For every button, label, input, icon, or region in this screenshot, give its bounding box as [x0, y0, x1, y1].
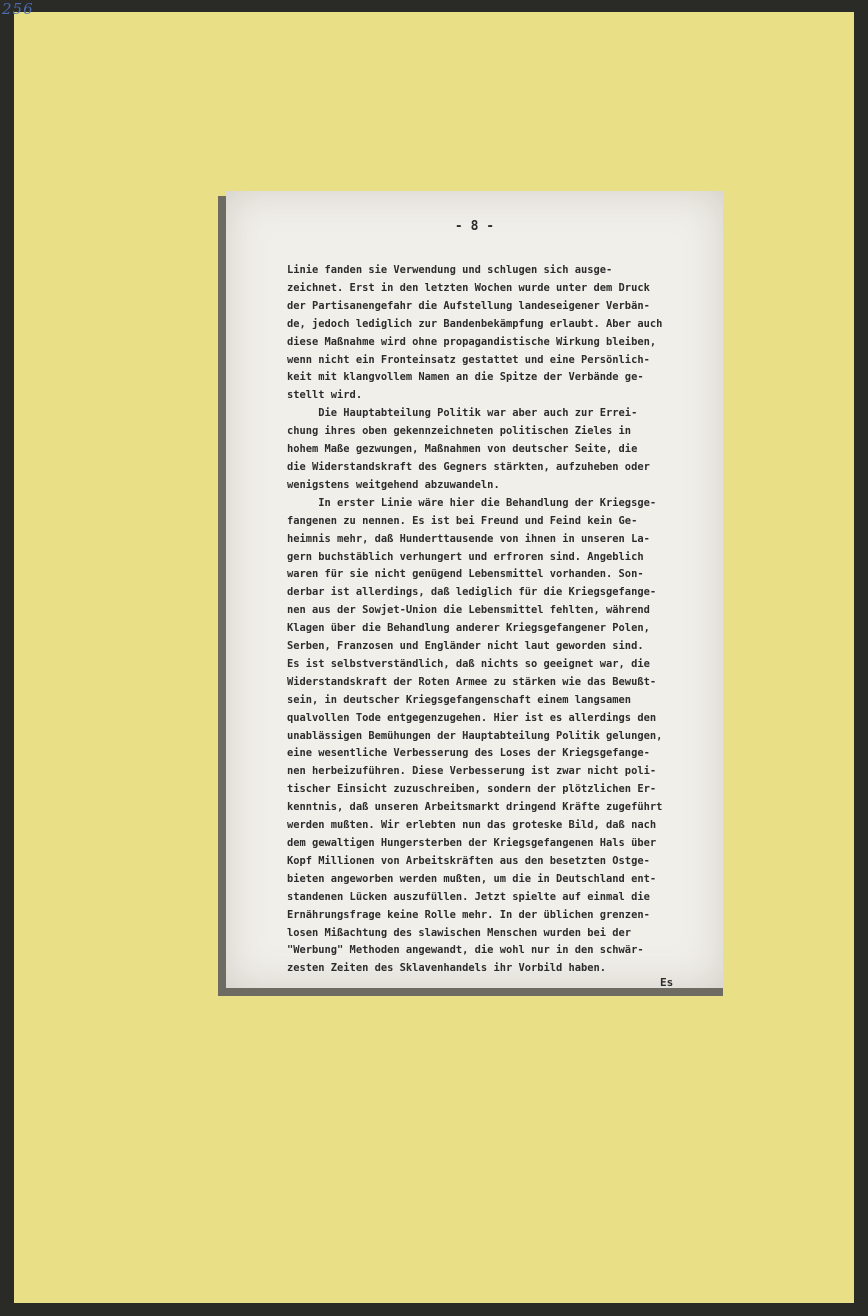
- text-line: Linie fanden sie Verwendung und schlugen sich ausge-: [287, 264, 613, 276]
- text-line: zesten Zeiten des Sklavenhandels ihr Vorbild haben.: [287, 962, 607, 975]
- text-line: keit mit klangvollem Namen an die Spitze der Verbände ge-: [287, 371, 644, 384]
- text-line: nen aus der Sowjet-Union die Lebensmittel fehlten, während: [287, 604, 650, 617]
- text-line: eine wesentliche Verbesserung des Loses der Kriegsgefange-: [287, 747, 650, 760]
- text-line: Klagen über die Behandlung anderer Kriegsgefangener Polen,: [287, 622, 650, 635]
- text-line: Die Hauptabteilung Politik war aber auch zur Errei-: [287, 407, 638, 420]
- text-line: tischer Einsicht zuzuschreiben, sondern der plötzlichen Er-: [287, 783, 657, 796]
- text-line: Es ist selbstverständlich, daß nichts so geeignet war, die: [287, 657, 650, 670]
- text-line: diese Maßnahme wird ohne propagandistische Wirkung bleiben,: [287, 335, 657, 348]
- text-line: werden mußten. Wir erlebten nun das groteske Bild, daß nach: [287, 819, 657, 832]
- text-line: heimnis mehr, daß Hunderttausende von ihnen in unseren La-: [287, 532, 650, 545]
- text-line: de, jedoch lediglich zur Bandenbekämpfung erlaubt. Aber auch: [287, 317, 663, 330]
- text-line: standenen Lücken auszufüllen. Jetzt spielte auf einmal die: [287, 890, 650, 903]
- text-line: Ernährungsfrage keine Rolle mehr. In der üblichen grenzen-: [287, 908, 650, 921]
- text-line: zeichnet. Erst in den letzten Wochen wurde unter dem Druck: [287, 281, 650, 294]
- typed-document-page: [226, 191, 723, 988]
- text-line: chung ihres oben gekennzeichneten politischen Zieles in: [287, 425, 632, 438]
- text-line: wenn nicht ein Fronteinsatz gestattet und eine Persönlich-: [287, 353, 650, 366]
- text-line: Widerstandskraft der Roten Armee zu stärken wie das Bewußt-: [287, 675, 657, 688]
- text-line: "Werbung" Methoden angewandt, die wohl nur in den schwär-: [287, 944, 644, 957]
- text-line: gern buchstäblich verhungert und erfroren sind. Angeblich: [287, 550, 644, 563]
- text-line: unablässigen Bemühungen der Hauptabteilung Politik gelungen,: [287, 729, 663, 742]
- text-line: nen herbeizuführen. Diese Verbesserung ist zwar nicht poli-: [287, 765, 657, 778]
- catchword: Es: [660, 976, 674, 989]
- text-line: die Widerstandskraft des Gegners stärkten, aufzuheben oder: [287, 460, 650, 473]
- text-line: wenigstens weitgehend abzuwandeln.: [287, 478, 500, 491]
- page-number: - 8 -: [454, 219, 495, 234]
- text-line: derbar ist allerdings, daß lediglich für die Kriegsgefange-: [287, 586, 657, 599]
- text-line: Kopf Millionen von Arbeitskräften aus den besetzten Ostge-: [287, 854, 650, 867]
- text-line: fangenen zu nennen. Es ist bei Freund und Feind kein Ge-: [287, 514, 638, 527]
- archive-page-mark: 256: [2, 0, 34, 18]
- text-line: losen Mißachtung des slawischen Menschen wurden bei der: [287, 926, 632, 939]
- document-body: [287, 262, 717, 978]
- text-line: dem gewaltigen Hungersterben der Kriegsgefangenen Hals über: [287, 837, 657, 849]
- text-line: hohem Maße gezwungen, Maßnahmen von deutscher Seite, die: [287, 443, 638, 456]
- text-line: waren für sie nicht genügend Lebensmittel vorhanden. Son-: [287, 568, 644, 581]
- text-line: sein, in deutscher Kriegsgefangenschaft einem langsamen: [287, 693, 632, 706]
- text-line: stellt wird.: [287, 389, 363, 402]
- text-line: kenntnis, daß unseren Arbeitsmarkt dringend Kräfte zugeführt: [287, 801, 663, 814]
- text-line: qualvollen Tode entgegenzugehen. Hier ist es allerdings den: [287, 711, 657, 724]
- text-line: bieten angeworben werden mußten, um die in Deutschland ent-: [287, 872, 657, 885]
- text-line: der Partisanengefahr die Aufstellung landeseigener Verbän-: [287, 299, 650, 312]
- text-line: Serben, Franzosen und Engländer nicht laut geworden sind.: [287, 640, 644, 653]
- text-line: In erster Linie wäre hier die Behandlung der Kriegsge-: [287, 496, 657, 509]
